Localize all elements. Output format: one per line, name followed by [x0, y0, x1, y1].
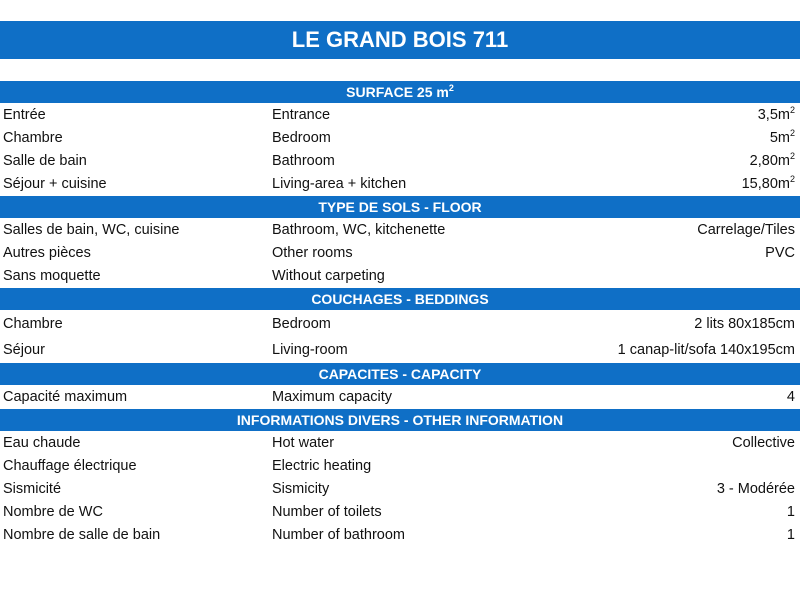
label-fr: Capacité maximum	[3, 389, 128, 405]
label-en: Entrance	[272, 107, 331, 123]
table-row	[0, 455, 800, 478]
label-fr: Séjour	[3, 342, 45, 358]
label-fr: Nombre de WC	[3, 504, 103, 520]
label-fr: Sismicité	[3, 481, 62, 497]
page-title: LE GRAND BOIS 711	[0, 21, 800, 59]
label-en: Bathroom, WC, kitchenette	[272, 222, 446, 238]
label-fr: Autres pièces	[3, 245, 91, 261]
value: 2 lits 80x185cm	[694, 316, 795, 332]
section-header-beddings: COUCHAGES - BEDDINGS	[0, 288, 800, 311]
label-en: Number of toilets	[272, 504, 382, 520]
label-en: Bedroom	[272, 130, 331, 146]
value: Collective	[732, 435, 795, 451]
table-row	[0, 104, 800, 127]
value: $5m^2$	[769, 128, 795, 146]
label-en: Number of bathroom	[272, 527, 405, 543]
table-row	[0, 265, 800, 288]
label-en: Bathroom	[272, 153, 335, 169]
label-en: Living-area + kitchen	[272, 176, 407, 192]
table-row	[0, 150, 800, 173]
label-fr: Eau chaude	[3, 435, 81, 451]
label-en: Electric heating	[272, 458, 372, 474]
label-fr: Salles de bain, WC, cuisine	[3, 222, 180, 238]
table-row	[0, 311, 800, 337]
table-row	[0, 219, 800, 242]
table-row	[0, 524, 800, 547]
value: $15,80m^2$	[741, 174, 795, 192]
value: $3,5m^2$	[757, 105, 795, 123]
value: PVC	[765, 245, 795, 261]
value: 1 canap-lit/sofa 140x195cm	[617, 342, 795, 358]
label-fr: Chambre	[3, 316, 63, 332]
value: 1	[786, 527, 795, 543]
label-fr: Chauffage électrique	[3, 458, 137, 474]
table-row	[0, 337, 800, 363]
section-header-capacity: CAPACITES - CAPACITY	[0, 363, 800, 386]
value: 3 - Modérée	[716, 481, 795, 497]
label-en: Other rooms	[272, 245, 353, 261]
table-row	[0, 242, 800, 265]
table-row	[0, 432, 800, 455]
label-fr: Chambre	[3, 130, 63, 146]
label-fr: Entrée	[3, 107, 46, 123]
label-en: Maximum capacity	[272, 389, 393, 405]
table-row	[0, 173, 800, 196]
label-fr: Sans moquette	[3, 268, 101, 284]
section-header-surface: SURFACE 25 $m^2$	[0, 81, 800, 104]
value: 1	[786, 504, 795, 520]
table-row	[0, 127, 800, 150]
label-fr: Séjour + cuisine	[3, 176, 107, 192]
info-table	[0, 81, 800, 547]
label-en: Bedroom	[272, 316, 331, 332]
table-row	[0, 478, 800, 501]
label-en: Sismicity	[272, 481, 330, 497]
label-en: Living-room	[272, 342, 348, 358]
table-row	[0, 501, 800, 524]
value: $2,80m^2$	[749, 151, 795, 169]
section-header-floor: TYPE DE SOLS - FLOOR	[0, 196, 800, 219]
label-fr: Salle de bain	[3, 153, 87, 169]
label-fr: Nombre de salle de bain	[3, 527, 161, 543]
value: Carrelage/Tiles	[697, 222, 795, 238]
value: 4	[786, 389, 795, 405]
table-row	[0, 386, 800, 409]
section-header-other-information: INFORMATIONS DIVERS - OTHER INFORMATION	[0, 409, 800, 432]
label-en: Hot water	[272, 435, 335, 451]
label-en: Without carpeting	[272, 268, 385, 284]
